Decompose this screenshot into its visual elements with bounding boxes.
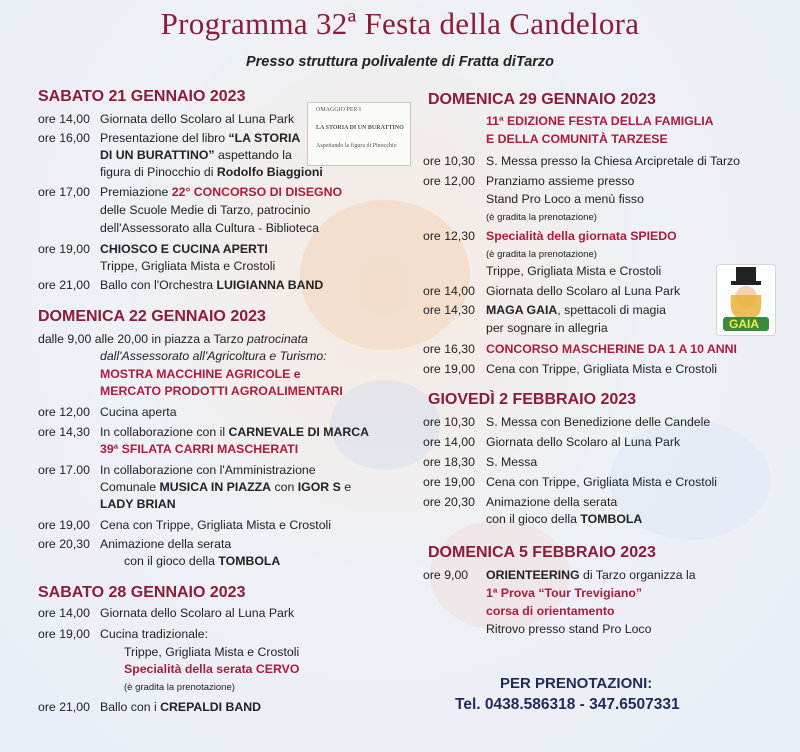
event-highlight: MUSICA IN PIAZZA	[159, 480, 272, 494]
list-item-continued	[486, 511, 642, 527]
event-text: Cena con Trippe, Grigliata Mista e Crostoli	[100, 518, 332, 532]
list-item-continued: dall'Assessorato all'Agricoltura e Turismo:	[100, 349, 327, 363]
event-text: In collaborazione con il	[100, 425, 229, 439]
event-time: ore 12,00	[38, 405, 90, 419]
event-text: Cena con Trippe, Grigliata Mista e Crostoli	[486, 475, 718, 489]
event-highlight: CHIOSCO E CUCINA APERTI	[100, 242, 268, 256]
event-time: ore 20,30	[38, 537, 90, 551]
event-time: dalle 9,00	[38, 332, 92, 346]
book-title: “LA STORIA	[228, 131, 301, 145]
page-subtitle: Presso struttura polivalente di Fratta diTarzo	[245, 54, 555, 70]
event-time: ore 9,00	[423, 568, 469, 582]
section-title-domenica-29: DOMENICA 29 GENNAIO 2023	[428, 91, 656, 108]
book-text-caption: Aspettando la figura di Pinocchio	[316, 143, 397, 149]
event-time: ore 14,00	[38, 606, 90, 620]
event-text: Animazione della serata	[100, 537, 232, 551]
list-item-continued	[100, 147, 292, 163]
author-name: Rodolfo Biaggioni	[216, 165, 323, 179]
list-item-continued: Trippe, Grigliata Mista e Crostoli	[100, 259, 276, 273]
list-item-continued	[100, 479, 351, 495]
event-highlight: E DELLA COMUNITÀ TARZESE	[486, 132, 668, 146]
list-item-continued: Trippe, Grigliata Mista e Crostoli	[124, 645, 300, 659]
event-text: Giornata dello Scolaro al Luna Park	[100, 112, 295, 126]
artist-name: LADY BRIAN	[100, 497, 176, 511]
list-item-continued	[100, 164, 323, 180]
list-item-continued: Ritrovo presso stand Pro Loco	[486, 622, 652, 636]
reservation-note: (è gradita la prenotazione)	[486, 249, 597, 260]
band-name: LUIGIANNA BAND	[216, 278, 324, 292]
event-highlight: Specialità della serata CERVO	[124, 662, 300, 676]
event-text: alle 20,00 in piazza a Tarzo	[91, 332, 247, 346]
event-highlight: TOMBOLA	[218, 554, 281, 568]
event-time: ore 16,00	[38, 131, 90, 145]
event-time: ore 10,30	[423, 154, 475, 168]
event-text: di Tarzo organizza la	[579, 568, 696, 582]
event-text: In collaborazione con l'Amministrazione	[100, 463, 316, 477]
book-text-title: LA STORIA DI UN BURATTINO	[316, 125, 404, 131]
section-title-domenica-5: DOMENICA 5 FEBBRAIO 2023	[428, 544, 656, 561]
event-time: ore 20,30	[423, 495, 475, 509]
gaia-label: GAIA	[729, 317, 759, 331]
event-text: Giornata dello Scolaro al Luna Park	[486, 284, 681, 298]
list-item-continued: Stand Pro Loco a menù fisso	[486, 192, 644, 206]
event-text: Ballo con i	[100, 700, 161, 714]
event-time: ore 19,00	[423, 362, 475, 376]
reservation-note: (è gradita la prenotazione)	[124, 682, 235, 693]
event-time: ore 21,00	[38, 700, 90, 714]
event-text: Giornata dello Scolaro al Luna Park	[486, 435, 681, 449]
background-balloon-decoration	[300, 200, 470, 350]
event-text: con il gioco della	[486, 512, 581, 526]
list-item	[38, 331, 308, 347]
book-title: DI UN BURATTINO”	[100, 148, 215, 162]
event-text: figura di Pinocchio di	[100, 165, 217, 179]
section-title-giovedi-2: GIOVEDÌ 2 FEBBRAIO 2023	[428, 391, 637, 408]
event-text: Pranziamo assieme presso	[486, 174, 635, 188]
list-item-continued: delle Scuole Medie di Tarzo, patrocinio	[100, 203, 311, 217]
page-title: Programma 32ª Festa della Candelora	[160, 6, 640, 41]
event-time: ore 14,00	[423, 284, 475, 298]
list-item-continued	[124, 553, 280, 569]
event-text: Cucina tradizionale:	[100, 627, 209, 641]
event-highlight: 11ª EDIZIONE FESTA DELLA FAMIGLIA	[486, 114, 714, 128]
event-time: ore 19,00	[38, 518, 90, 532]
band-name: CREPALDI BAND	[160, 700, 262, 714]
maga-gaia-image	[716, 264, 776, 336]
event-text: Cucina aperta	[100, 405, 177, 419]
event-text-italic: patrocinata	[246, 332, 308, 346]
event-highlight: 39ª SFILATA CARRI MASCHERATI	[100, 442, 299, 456]
event-time: ore 14,00	[38, 112, 90, 126]
artist-name: IGOR S	[297, 480, 341, 494]
event-text: S. Messa presso la Chiesa Arcipretale di Tarzo	[486, 154, 741, 168]
event-highlight: CONCORSO MASCHERINE DA 1 A 10 ANNI	[486, 342, 737, 356]
event-text: e	[340, 480, 352, 494]
event-highlight: 22° CONCORSO DI DISEGNO	[171, 185, 343, 199]
event-time: ore 14,30	[38, 425, 90, 439]
event-time: ore 18,30	[423, 455, 475, 469]
event-time: ore 19,00	[38, 242, 90, 256]
event-highlight: 1ª Prova “Tour Trevigiano”	[486, 586, 643, 600]
event-highlight: MERCATO PRODOTTI AGROALIMENTARI	[100, 384, 343, 398]
event-text: con	[271, 480, 298, 494]
event-text: Ballo con l'Orchestra	[100, 278, 217, 292]
event-text: con il gioco della	[124, 554, 219, 568]
event-text: Giornata dello Scolaro al Luna Park	[100, 606, 295, 620]
section-title-domenica-22: DOMENICA 22 GENNAIO 2023	[38, 308, 266, 325]
event-text: S. Messa	[486, 455, 538, 469]
event-time: ore 19,00	[38, 627, 90, 641]
event-time: ore 12,30	[423, 229, 475, 243]
event-text: , spettacoli di magia	[557, 303, 666, 317]
event-text: aspettando la	[214, 148, 292, 162]
event-text: Cena con Trippe, Grigliata Mista e Crostoli	[486, 362, 718, 376]
event-time: ore 14,30	[423, 303, 475, 317]
booking-phone: Tel. 0438.586318 - 347.6507331	[455, 696, 680, 713]
event-highlight: Specialità della giornata SPIEDO	[486, 229, 677, 243]
event-text: Premiazione	[100, 185, 172, 199]
event-time: ore 12,00	[423, 174, 475, 188]
event-time: ore 10,30	[423, 415, 475, 429]
booking-label: PER PRENOTAZIONI:	[500, 675, 653, 692]
event-highlight: TOMBOLA	[580, 512, 643, 526]
section-title-sabato-28: SABATO 28 GENNAIO 2023	[38, 584, 246, 601]
event-highlight: MOSTRA MACCHINE AGRICOLE e	[100, 367, 301, 381]
event-text: Animazione della serata	[486, 495, 618, 509]
event-highlight: corsa di orientamento	[486, 604, 615, 618]
event-time: ore 17.00	[38, 463, 90, 477]
event-time: ore 17,00	[38, 185, 90, 199]
section-title-sabato-21: SABATO 21 GENNAIO 2023	[38, 88, 246, 105]
event-time: ore 19,00	[423, 475, 475, 489]
book-text-top: OMAGGIO PER I	[316, 107, 361, 113]
book-cover-image	[307, 102, 411, 166]
event-time: ore 16,30	[423, 342, 475, 356]
list-item-continued: Trippe, Grigliata Mista e Crostoli	[486, 264, 662, 278]
event-time: ore 21,00	[38, 278, 90, 292]
event-time: ore 14,00	[423, 435, 475, 449]
event-highlight: MAGA GAIA	[486, 303, 558, 317]
list-item-continued: dell'Assessorato alla Cultura - Biblioteca	[100, 221, 320, 235]
event-text: Comunale	[100, 480, 160, 494]
event-text: Presentazione del libro	[100, 131, 229, 145]
reservation-note: (è gradita la prenotazione)	[486, 212, 597, 223]
list-item-continued: per sognare in allegria	[486, 321, 608, 335]
event-highlight: CARNEVALE DI MARCA	[228, 425, 370, 439]
event-highlight: ORIENTEERING	[486, 568, 580, 582]
event-text: S. Messa con Benedizione delle Candele	[486, 415, 711, 429]
